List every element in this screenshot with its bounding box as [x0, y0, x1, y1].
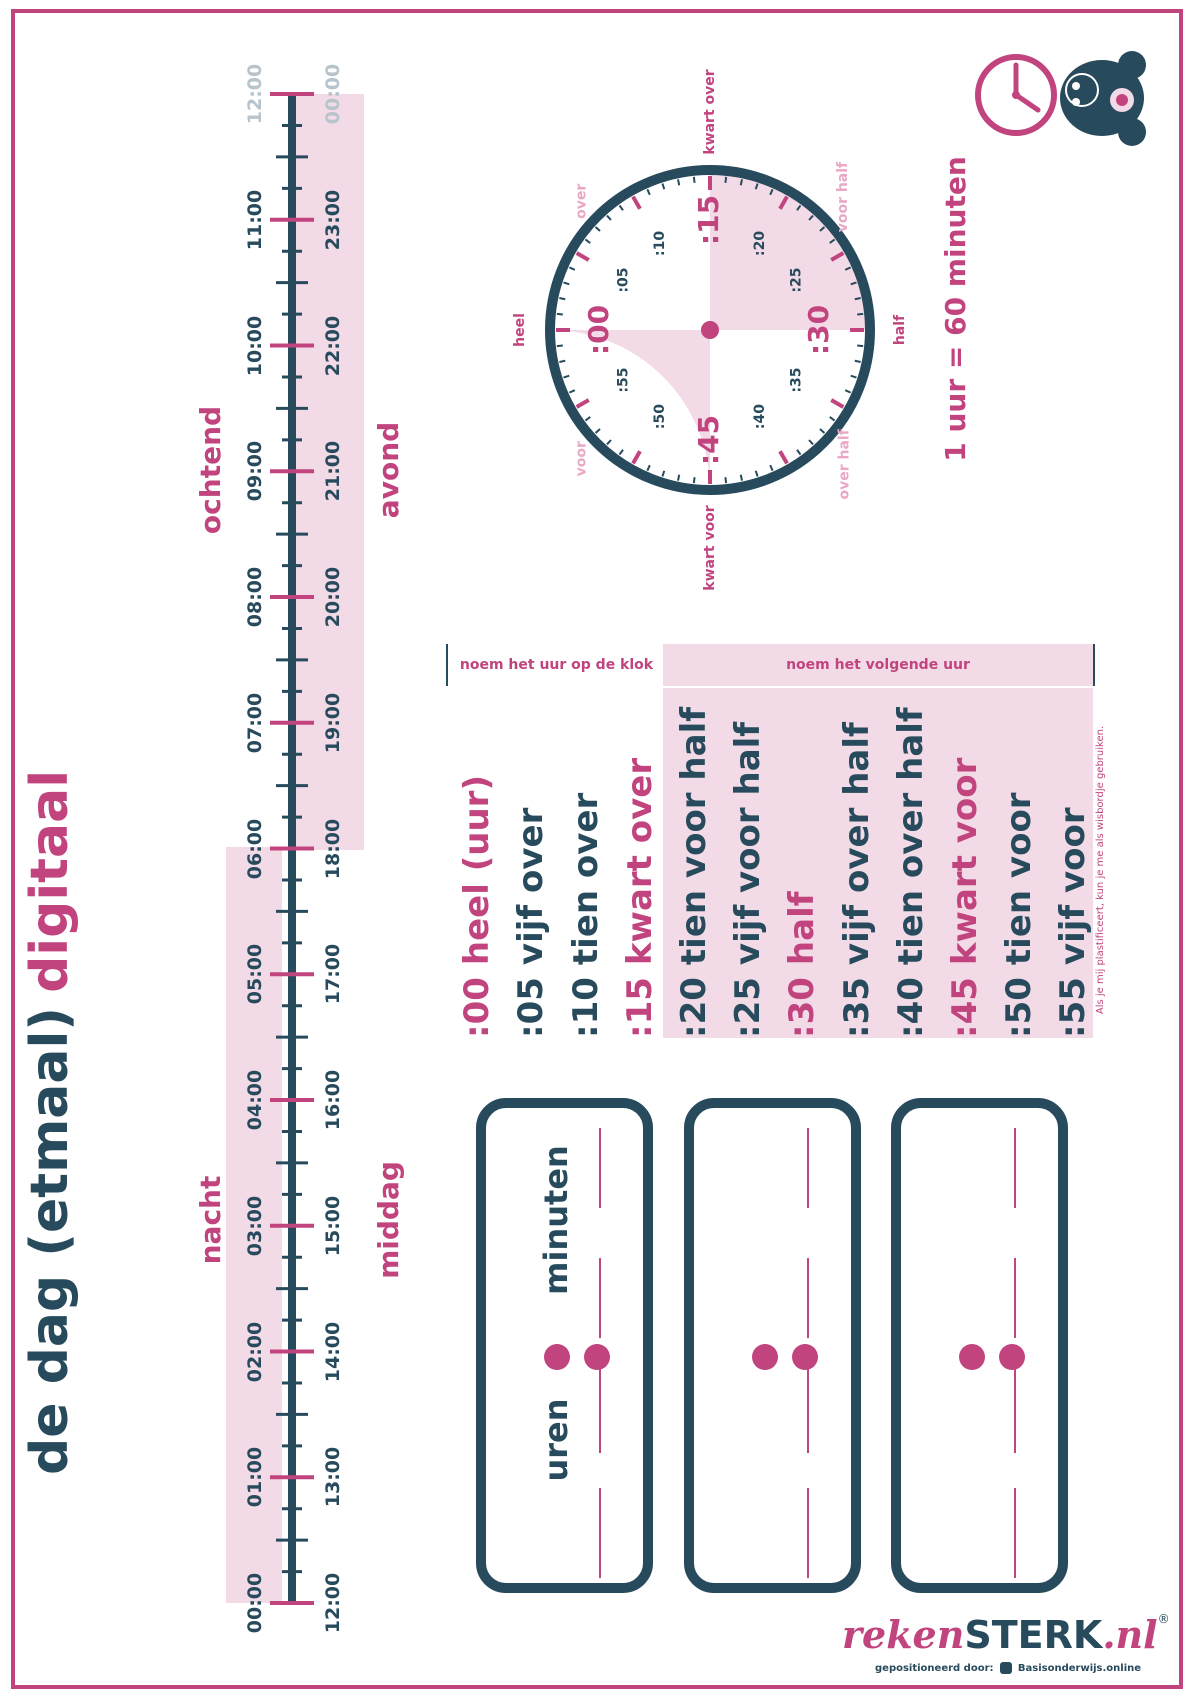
minute-tick	[596, 227, 600, 231]
clock-numeral: :05	[615, 267, 632, 293]
minute-tick	[857, 314, 863, 315]
write-line	[599, 1128, 601, 1208]
label-night: nacht	[193, 1175, 227, 1265]
colon-dot	[959, 1344, 985, 1370]
phrase-code: :00	[457, 977, 498, 1038]
label-voor-half: voor half	[834, 161, 851, 233]
phrase-row	[777, 688, 827, 1038]
phrase-code: :20	[673, 977, 714, 1038]
colon-dot	[752, 1344, 778, 1370]
minute-tick	[619, 205, 623, 210]
phrase-code: :10	[565, 977, 606, 1038]
phrase-row	[994, 688, 1044, 1038]
minute-tick	[557, 314, 563, 315]
hour-label-top: 02:00	[244, 1321, 266, 1382]
write-line	[599, 1258, 601, 1338]
label-over-half: over half	[836, 429, 853, 500]
hour-label-bottom: 00:00	[322, 63, 344, 125]
hour-label-top: 09:00	[244, 441, 266, 502]
minute-tick	[694, 177, 695, 183]
hour-label-bottom: 13:00	[322, 1447, 344, 1508]
hour-label-top: 05:00	[244, 944, 266, 1005]
clock-numeral: :00	[582, 304, 615, 356]
minute-tick	[845, 390, 850, 392]
minute-tick	[770, 465, 772, 470]
brand-logo: rekenSTERK.nl®	[842, 1612, 1170, 1657]
label-kwart-voor: kwart voor	[702, 505, 718, 591]
minute-tick	[607, 216, 611, 220]
colon-dot	[544, 1344, 570, 1370]
hour-label-top: 01:00	[244, 1447, 266, 1508]
label-minutes: minuten	[537, 1145, 575, 1295]
label-heel: heel	[512, 313, 528, 347]
phrase-code: :55	[1053, 977, 1094, 1038]
write-line	[1014, 1258, 1016, 1338]
hour-label-top: 04:00	[244, 1069, 266, 1131]
phrase-text: vijf voor half	[728, 721, 769, 966]
phrase-text: vijf over	[511, 807, 552, 966]
minute-tick	[857, 345, 863, 346]
hour-label-bottom: 20:00	[322, 566, 344, 628]
minute-tick	[756, 471, 758, 477]
clock-numeral: :30	[802, 304, 835, 356]
minute-tick	[678, 475, 679, 481]
minute-tick	[585, 239, 590, 243]
phrase-text: kwart voor	[944, 757, 985, 966]
hour-label-top: 06:00	[244, 818, 266, 879]
partner-icon	[1000, 1662, 1012, 1674]
phrase-row	[832, 688, 882, 1038]
hour-label-top: 07:00	[244, 692, 266, 753]
phrase-code: :30	[782, 977, 823, 1038]
hour-label-bottom: 22:00	[322, 315, 344, 376]
phrase-text: vijf voor	[1053, 807, 1094, 966]
brand-positioned: gepositioneerd door: Basisonderwijs.online	[875, 1663, 1142, 1674]
clock-numeral: :45	[692, 414, 725, 466]
five-minute-tick	[633, 197, 640, 209]
hour-label-top: 00:00	[244, 1572, 266, 1634]
mascot-bear-icon	[972, 40, 1172, 150]
minute-tick	[607, 440, 611, 444]
label-over: over	[573, 183, 590, 219]
minute-tick	[647, 189, 649, 194]
partner-link[interactable]: Basisonderwijs.online	[1017, 1663, 1142, 1674]
digital-time-box[interactable]	[476, 1098, 653, 1593]
minute-tick	[662, 471, 664, 477]
hour-label-top: 11:00	[244, 189, 266, 250]
minute-tick	[557, 345, 563, 346]
colon-dot	[584, 1344, 610, 1370]
write-line	[807, 1258, 809, 1338]
hour-label-bottom: 12:00	[322, 1572, 344, 1634]
phrase-text: kwart over	[619, 757, 660, 966]
minute-tick	[585, 417, 590, 421]
minute-tick	[725, 477, 726, 483]
phrase-row	[886, 688, 936, 1038]
phrase-row	[723, 688, 773, 1038]
clock-numeral: :15	[692, 194, 725, 246]
phrase-code: :05	[511, 977, 552, 1038]
write-line	[1014, 1488, 1016, 1578]
colon-dot	[792, 1344, 818, 1370]
title-part1: de dag (etmaal)	[20, 1006, 80, 1475]
minute-tick	[855, 361, 861, 362]
phrase-code: :35	[836, 977, 877, 1038]
minute-tick	[741, 475, 742, 481]
hour-label-top: 12:00	[244, 63, 266, 125]
minute-tick	[564, 282, 570, 284]
phrase-text: half	[782, 891, 823, 966]
five-minute-tick	[577, 400, 589, 407]
minute-tick	[569, 267, 574, 269]
hour-label-bottom: 16:00	[322, 1069, 344, 1131]
minute-tick	[564, 376, 570, 378]
hour-label-bottom: 15:00	[322, 1195, 344, 1256]
minute-tick	[596, 429, 600, 433]
label-afternoon: middag	[371, 1161, 405, 1279]
five-minute-tick	[831, 400, 843, 407]
five-minute-tick	[633, 451, 640, 463]
label-morning: ochtend	[193, 405, 227, 535]
phrases-header-right: noem het volgende uur	[786, 657, 970, 673]
minute-tick	[830, 417, 835, 421]
minute-tick	[725, 177, 726, 183]
colon-dot	[999, 1344, 1025, 1370]
clock-numeral: :55	[615, 367, 632, 393]
five-minute-tick	[780, 451, 787, 463]
clock-numeral: :10	[652, 230, 668, 256]
hour-label-bottom: 14:00	[322, 1321, 344, 1382]
phrase-row	[669, 688, 719, 1038]
label-kwart-over: kwart over	[702, 69, 718, 155]
phrase-code: :50	[999, 977, 1040, 1038]
phrase-text: vijf over half	[836, 722, 877, 966]
phrase-row	[940, 688, 990, 1038]
phrase-text: tien voor half	[673, 706, 714, 966]
hour-label-top: 10:00	[244, 315, 266, 376]
minute-tick	[647, 465, 649, 470]
phrase-code: :40	[890, 977, 931, 1038]
hour-label-top: 08:00	[244, 566, 266, 628]
minute-tick	[694, 477, 695, 483]
label-half: half	[892, 314, 908, 346]
footer-note: Als je mij plastificeert, kun je me als wisbordje gebruiken.	[1094, 725, 1106, 1015]
write-line	[1014, 1368, 1016, 1453]
digital-time-box[interactable]	[891, 1098, 1068, 1593]
clock-center	[701, 321, 719, 339]
write-line	[1014, 1128, 1016, 1208]
minute-tick	[662, 184, 664, 190]
minute-tick	[741, 179, 742, 185]
minute-tick	[559, 298, 565, 299]
hour-label-bottom: 18:00	[322, 818, 344, 879]
minute-tick	[809, 440, 813, 444]
one-hour-text: 1 uur = 60 minuten	[938, 156, 972, 462]
phrase-text: tien voor	[999, 792, 1040, 966]
label-voor: voor	[573, 441, 590, 477]
minute-tick	[678, 179, 679, 185]
minute-tick	[851, 376, 857, 378]
phrases-header-left-bar	[446, 644, 448, 686]
phrase-text: tien over half	[890, 707, 931, 966]
hour-label-bottom: 23:00	[322, 189, 344, 250]
write-line	[807, 1128, 809, 1208]
write-line	[599, 1368, 601, 1453]
minute-tick	[820, 429, 824, 433]
phrase-code: :25	[728, 977, 769, 1038]
phrase-row	[561, 688, 611, 1038]
minute-tick	[619, 450, 623, 455]
minute-tick	[855, 298, 861, 299]
clock-numeral: :40	[752, 404, 768, 430]
clock-numeral: :25	[788, 267, 805, 293]
write-line	[599, 1488, 601, 1578]
digital-time-box[interactable]	[684, 1098, 861, 1593]
phrase-code: :15	[619, 977, 660, 1038]
label-hours: uren	[537, 1398, 575, 1482]
phrase-text: tien over	[565, 792, 606, 966]
write-line	[807, 1368, 809, 1453]
clock-face	[512, 69, 908, 591]
hour-label-bottom: 19:00	[322, 692, 344, 753]
clock-numeral: :35	[788, 367, 805, 393]
clock-numeral: :50	[652, 404, 668, 430]
title-part2: digitaal	[20, 769, 80, 993]
minute-tick	[569, 390, 574, 392]
clock-numeral: :20	[752, 230, 768, 256]
phrase-row	[615, 688, 665, 1038]
label-evening: avond	[371, 421, 405, 519]
minute-tick	[797, 450, 801, 455]
phrase-row	[452, 688, 502, 1038]
phrase-code: :45	[944, 977, 985, 1038]
write-line	[807, 1488, 809, 1578]
hour-label-top: 03:00	[244, 1195, 266, 1256]
five-minute-tick	[577, 253, 589, 260]
hour-label-bottom: 21:00	[322, 441, 344, 502]
phrases-header-left: noem het uur op de klok	[459, 657, 654, 673]
phrase-text: heel (uur)	[457, 775, 498, 966]
phrase-row	[506, 688, 556, 1038]
hour-label-bottom: 17:00	[322, 944, 344, 1005]
minute-tick	[559, 361, 565, 362]
